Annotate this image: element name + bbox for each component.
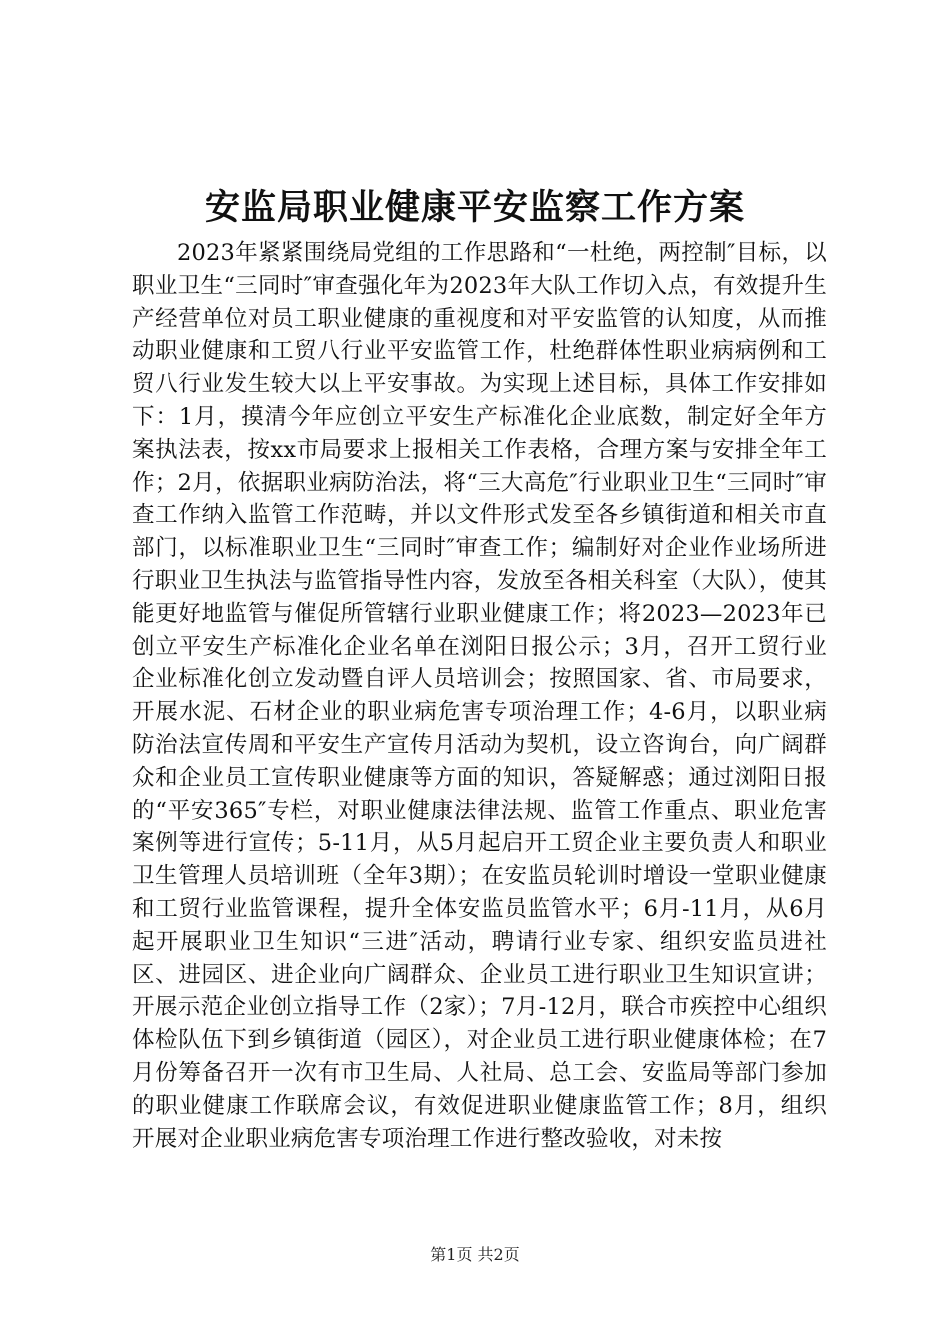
- document-title: 安监局职业健康平安监察工作方案: [204, 187, 745, 228]
- page-number-footer: 第1页 共2页: [430, 1245, 520, 1264]
- document-body-paragraph: 2023年紧紧围绕局党组的工作思路和“一杜绝，两控制″目标，以职业卫生“三同时″审查强化年为2023年大队工作切入点，有效提升生产经营单位对员工职业健康的重视度和对平安监管的认知度，从而推动职业健康和工贸八行业平安监管工作，杜绝群体性职业病病例和工贸八行业发生较大以上平安事故。为实现上述目标，具体工作安排如下：1月，摸清今年应创立平安生产标准化企业底数，制定好全年方案执法表，按xx市局要求上报相关工作表格，合理方案与安排全年工作；2月，依据职业病防治法，将“三大高危″行业职业卫生“三同时″审查工作纳入监管工作范畴，并以文件形式发至各乡镇街道和相关市直部门，以标准职业卫生“三同时″审查工作；编制好对企业作业场所进行职业卫生执法与监管指导性内容，发放至各相关科室（大队），使其能更好地监管与催促所管辖行业职业健康工作；将2023—2023年已创立平安生产标准化企业名单在浏阳日报公示；3月，召开工贸行业企业标准化创立发动暨自评人员培训会；按照国家、省、市局要求，开展水泥、石材企业的职业病危害专项治理工作；4-6月，以职业病防治法宣传周和平安生产宣传月活动为契机，设立咨询台，向广阔群众和企业员工宣传职业健康等方面的知识，答疑解惑；通过浏阳日报的“平安365″专栏，对职业健康法律法规、监管工作重点、职业危害案例等进行宣传；5-11月，从5月起启开工贸企业主要负责人和职业卫生管理人员培训班（全年3期）；在安监员轮训时增设一堂职业健康和工贸行业监管课程，提升全体安监员监管水平；6月-11月，从6月起开展职业卫生知识“三进″活动，聘请行业专家、组织安监员进社区、进园区、进企业向广阔群众、企业员工进行职业卫生知识宣讲；开展示范企业创立指导工作（2家）；7月-12月，联合市疾控中心组织体检队伍下到乡镇街道（园区），对企业员工进行职业健康体检；在7月份筹备召开一次有市卫生局、人社局、总工会、安监局等部门参加的职业健康工作联席会议，有效促进职业健康监管工作；8月，组织开展对企业职业病危害专项治理工作进行整改验收，对未按: [132, 240, 827, 1152]
